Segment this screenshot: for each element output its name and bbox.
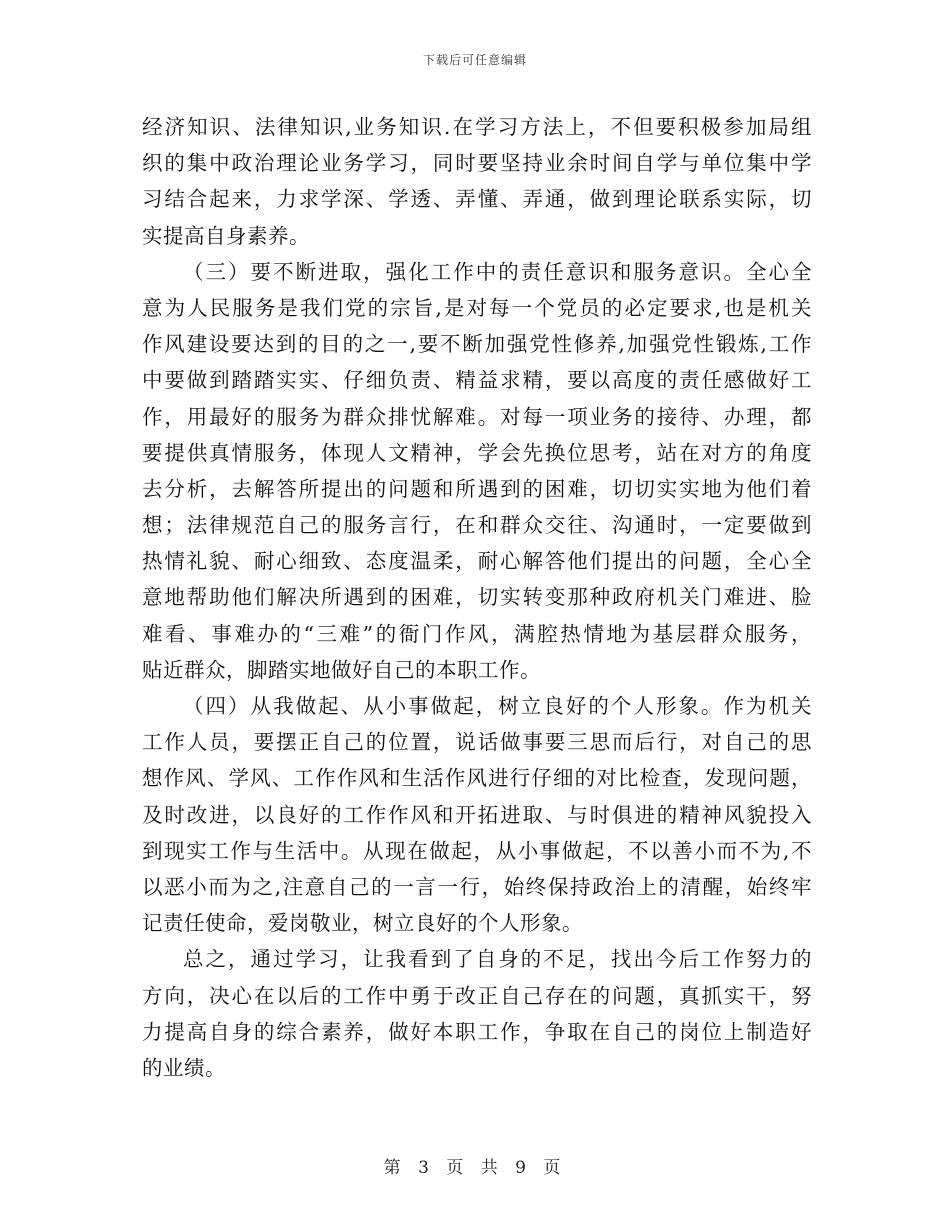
text-line: 记责任使命，爱岗敬业，树立良好的个人形象。 bbox=[142, 911, 583, 936]
text-line: 经济知识、法律知识,业务知识.在学习方法上，不但要积极参加局组 bbox=[142, 115, 812, 139]
text-line: 热情礼貌、耐心细致、态度温柔，耐心解答他们提出的问题，全心全 bbox=[142, 549, 812, 574]
text-line: 想；法律规范自己的服务言行，在和群众交往、沟通时，一定要做到 bbox=[142, 513, 812, 538]
text-line: 作，用最好的服务为群众排忧解难。对每一项业务的接待、办理，都 bbox=[142, 404, 812, 429]
text-line: 方向，决心在以后的工作中勇于改正自己存在的问题，真抓实干，努 bbox=[142, 983, 812, 1008]
text-line: 的业绩。 bbox=[142, 1055, 226, 1080]
paragraph bbox=[142, 688, 812, 941]
text-line: 实提高自身素养。 bbox=[142, 223, 310, 248]
text-line: 去分析，去解答所提出的问题和所遇到的困难，切切实实地为他们着 bbox=[142, 476, 812, 501]
text-line: 要提供真情服务，体现人文精神，学会先换位思考，站在对方的角度 bbox=[142, 440, 812, 465]
text-line: （三）要不断进取，强化工作中的责任意识和服务意识。全心全 bbox=[183, 259, 812, 284]
paragraph bbox=[142, 941, 812, 1086]
page-footer: 第 3 页 共 9 页 bbox=[383, 1158, 567, 1178]
document-body bbox=[142, 109, 812, 1086]
text-line: 想作风、学风、工作作风和生活作风进行仔细的对比检查，发现问题， bbox=[142, 766, 812, 791]
paragraph bbox=[142, 254, 812, 688]
text-line: 以恶小而为之,注意自己的一言一行，始终保持政治上的清醒，始终牢 bbox=[142, 874, 812, 899]
text-line: 织的集中政治理论业务学习，同时要坚持业余时间自学与单位集中学 bbox=[142, 151, 812, 176]
text-line: 及时改进，以良好的工作作风和开拓进取、与时俱进的精神风貌投入 bbox=[142, 802, 812, 827]
text-line: 总之，通过学习，让我看到了自身的不足，找出今后工作努力的 bbox=[183, 947, 812, 972]
text-line: 难看、事难办的“三难”的衙门作风，满腔热情地为基层群众服务， bbox=[142, 621, 812, 646]
text-line: 工作人员，要摆正自己的位置，说话做事要三思而后行，对自己的思 bbox=[142, 730, 812, 755]
text-line: 意为人民服务是我们党的宗旨,是对每一个党员的必定要求,也是机关 bbox=[142, 295, 812, 320]
text-line: 到现实工作与生活中。从现在做起，从小事做起，不以善小而不为,不 bbox=[142, 838, 812, 863]
text-line: 中要做到踏踏实实、仔细负责、精益求精，要以高度的责任感做好工 bbox=[142, 368, 812, 393]
text-line: 贴近群众，脚踏实地做好自己的本职工作。 bbox=[142, 657, 541, 682]
paragraph bbox=[142, 109, 812, 254]
text-line: 作风建设要达到的目的之一,要不断加强党性修养,加强党性锻炼,工作 bbox=[142, 332, 812, 357]
page-header: 下载后可任意编辑 bbox=[422, 53, 527, 67]
text-line: 力提高自身的综合素养，做好本职工作，争取在自己的岗位上制造好 bbox=[142, 1019, 812, 1044]
text-line: 习结合起来，力求学深、学透、弄懂、弄通，做到理论联系实际，切 bbox=[142, 187, 812, 212]
text-line: （四）从我做起、从小事做起，树立良好的个人形象。作为机关 bbox=[183, 694, 812, 718]
text-line: 意地帮助他们解决所遇到的困难，切实转变那种政府机关门难进、脸 bbox=[142, 585, 812, 610]
